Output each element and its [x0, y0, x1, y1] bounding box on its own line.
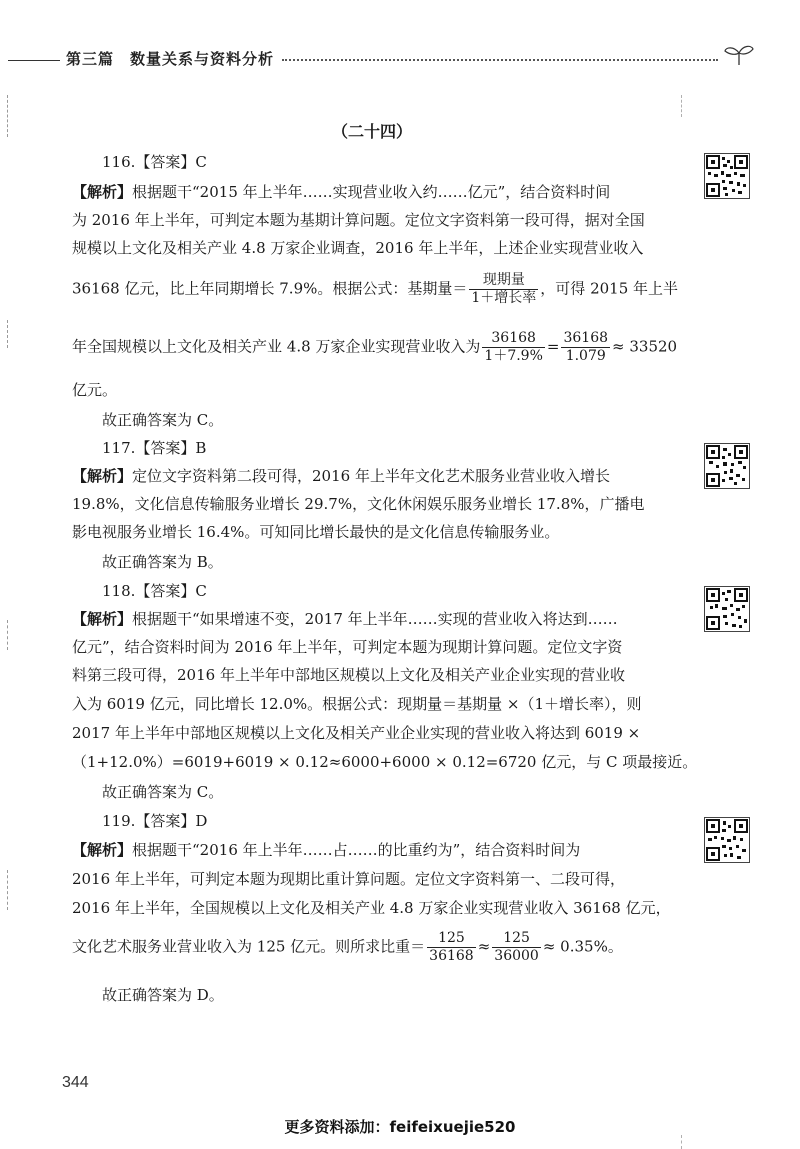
analysis-118-line: 2017 年上半年中部地区规模以上文化及相关产业企业实现的营业收入将达到 6019 ×	[72, 724, 641, 742]
conclusion-118: 故正确答案为 C。	[102, 783, 224, 801]
header-dotted-rule	[282, 59, 718, 61]
binding-mark	[7, 870, 8, 910]
analysis-label: 【解析】	[72, 841, 133, 859]
header-rule-left	[8, 60, 60, 61]
analysis-116-line: 亿元。	[72, 381, 118, 399]
analysis-118-line: （1+12.0%）=6019+6019 × 0.12≈6000+6000 × 0.12=6720 亿元，与 C 项最接近。	[72, 753, 698, 771]
calc-fraction: $\frac{125}{36000}$	[494, 930, 539, 964]
analysis-117-line: 影电视服务业增长 16.4%。可知同比增长最快的是文化信息传输服务业。	[72, 523, 560, 541]
analysis-118-line: 入为 6019 亿元，同比增长 12.0%。根据公式：现期量＝基期量 ×（1＋增长率），则	[72, 695, 642, 713]
section-title: （二十四）	[331, 122, 412, 141]
analysis-label: 【解析】	[72, 610, 133, 628]
conclusion-117: 故正确答案为 B。	[102, 553, 223, 571]
answer-116: 116.【答案】C	[102, 153, 207, 171]
binding-mark	[7, 620, 8, 650]
analysis-116-formula-line: 36168 亿元，比上年同期增长 7.9%。根据公式：基期量＝ $\frac{\text{现期量}}{\text{1＋增长率}}$ ，可得 2015 年上半	[72, 272, 679, 306]
analysis-118-line: 亿元”，结合资料时间为 2016 年上半年，可判定本题为现期计算问题。定位文字资	[72, 638, 623, 656]
sprout-icon	[722, 44, 756, 66]
analysis-118-line: 料第三段可得，2016 年上半年中部地区规模以上文化及相关产业企业实现的营业收	[72, 666, 625, 684]
answer-119: 119.【答案】D	[102, 812, 208, 830]
answer-118: 118.【答案】C	[102, 582, 207, 600]
analysis-119-line: 2016 年上半年，可判定本题为现期比重计算问题。定位文字资料第一、二段可得，	[72, 870, 625, 888]
conclusion-119: 故正确答案为 D。	[102, 986, 224, 1004]
binding-mark	[7, 320, 8, 348]
analysis-label: 【解析】	[72, 183, 133, 201]
analysis-117-line: 19.8%，文化信息传输服务业增长 29.7%，文化休闲娱乐服务业增长 17.8%，广播电	[72, 495, 645, 513]
binding-mark	[7, 95, 8, 137]
analysis-119-line: 2016 年上半年，全国规模以上文化及相关产业 4.8 万家企业实现营业收入 36168 亿元，	[72, 899, 671, 917]
analysis-119-line: 【解析】根据题干“2016 年上半年……占……的比重约为”，结合资料时间为	[72, 841, 581, 859]
qr-code-icon	[704, 586, 750, 632]
analysis-119-calc-line: 文化艺术服务业营业收入为 125 亿元。则所求比重＝ $\frac{125}{36168}$ ≈ $\frac{125}{36000}$ ≈ 0.35%。	[72, 930, 623, 964]
analysis-116-line: 为 2016 年上半年，可判定本题为基期计算问题。定位文字资料第一段可得，据对全国	[72, 211, 645, 229]
analysis-label: 【解析】	[72, 467, 133, 485]
page-number: 344	[62, 1074, 89, 1091]
analysis-116-calc-line: 年全国规模以上文化及相关产业 4.8 万家企业实现营业收入为 $\frac{36168}{1+7.9\%}$ = $\frac{36168}{1.079}$ ≈ 33520	[72, 330, 678, 364]
calc-fraction: $\frac{36168}{1.079}$	[563, 330, 609, 364]
qr-code-icon	[704, 817, 750, 863]
qr-code-icon	[704, 153, 750, 199]
calc-fraction: $\frac{36168}{1+7.9\%}$	[484, 330, 543, 364]
fold-mark	[681, 1135, 682, 1149]
conclusion-116: 故正确答案为 C。	[102, 411, 224, 429]
qr-code-icon	[704, 443, 750, 489]
analysis-116-line: 规模以上文化及相关产业 4.8 万家企业调查，2016 年上半年，上述企业实现营业收入	[72, 239, 644, 257]
page-header	[0, 46, 800, 74]
chapter-title: 第三篇 数量关系与资料分析	[66, 50, 275, 68]
formula-fraction: $\frac{\text{现期量}}{\text{1＋增长率}}$	[471, 272, 537, 306]
calc-fraction: $\frac{125}{36168}$	[429, 930, 474, 964]
analysis-117-line: 【解析】定位文字资料第二段可得，2016 年上半年文化艺术服务业营业收入增长	[72, 467, 610, 485]
answer-117: 117.【答案】B	[102, 439, 207, 457]
analysis-116-line: 【解析】根据题干“2015 年上半年……实现营业收入约……亿元”，结合资料时间	[72, 183, 611, 201]
footer-note: 更多资料添加：feifeixuejie520	[284, 1118, 516, 1136]
fold-mark	[681, 95, 682, 117]
analysis-118-line: 【解析】根据题干“如果增速不变，2017 年上半年……实现的营业收入将达到……	[72, 610, 618, 628]
